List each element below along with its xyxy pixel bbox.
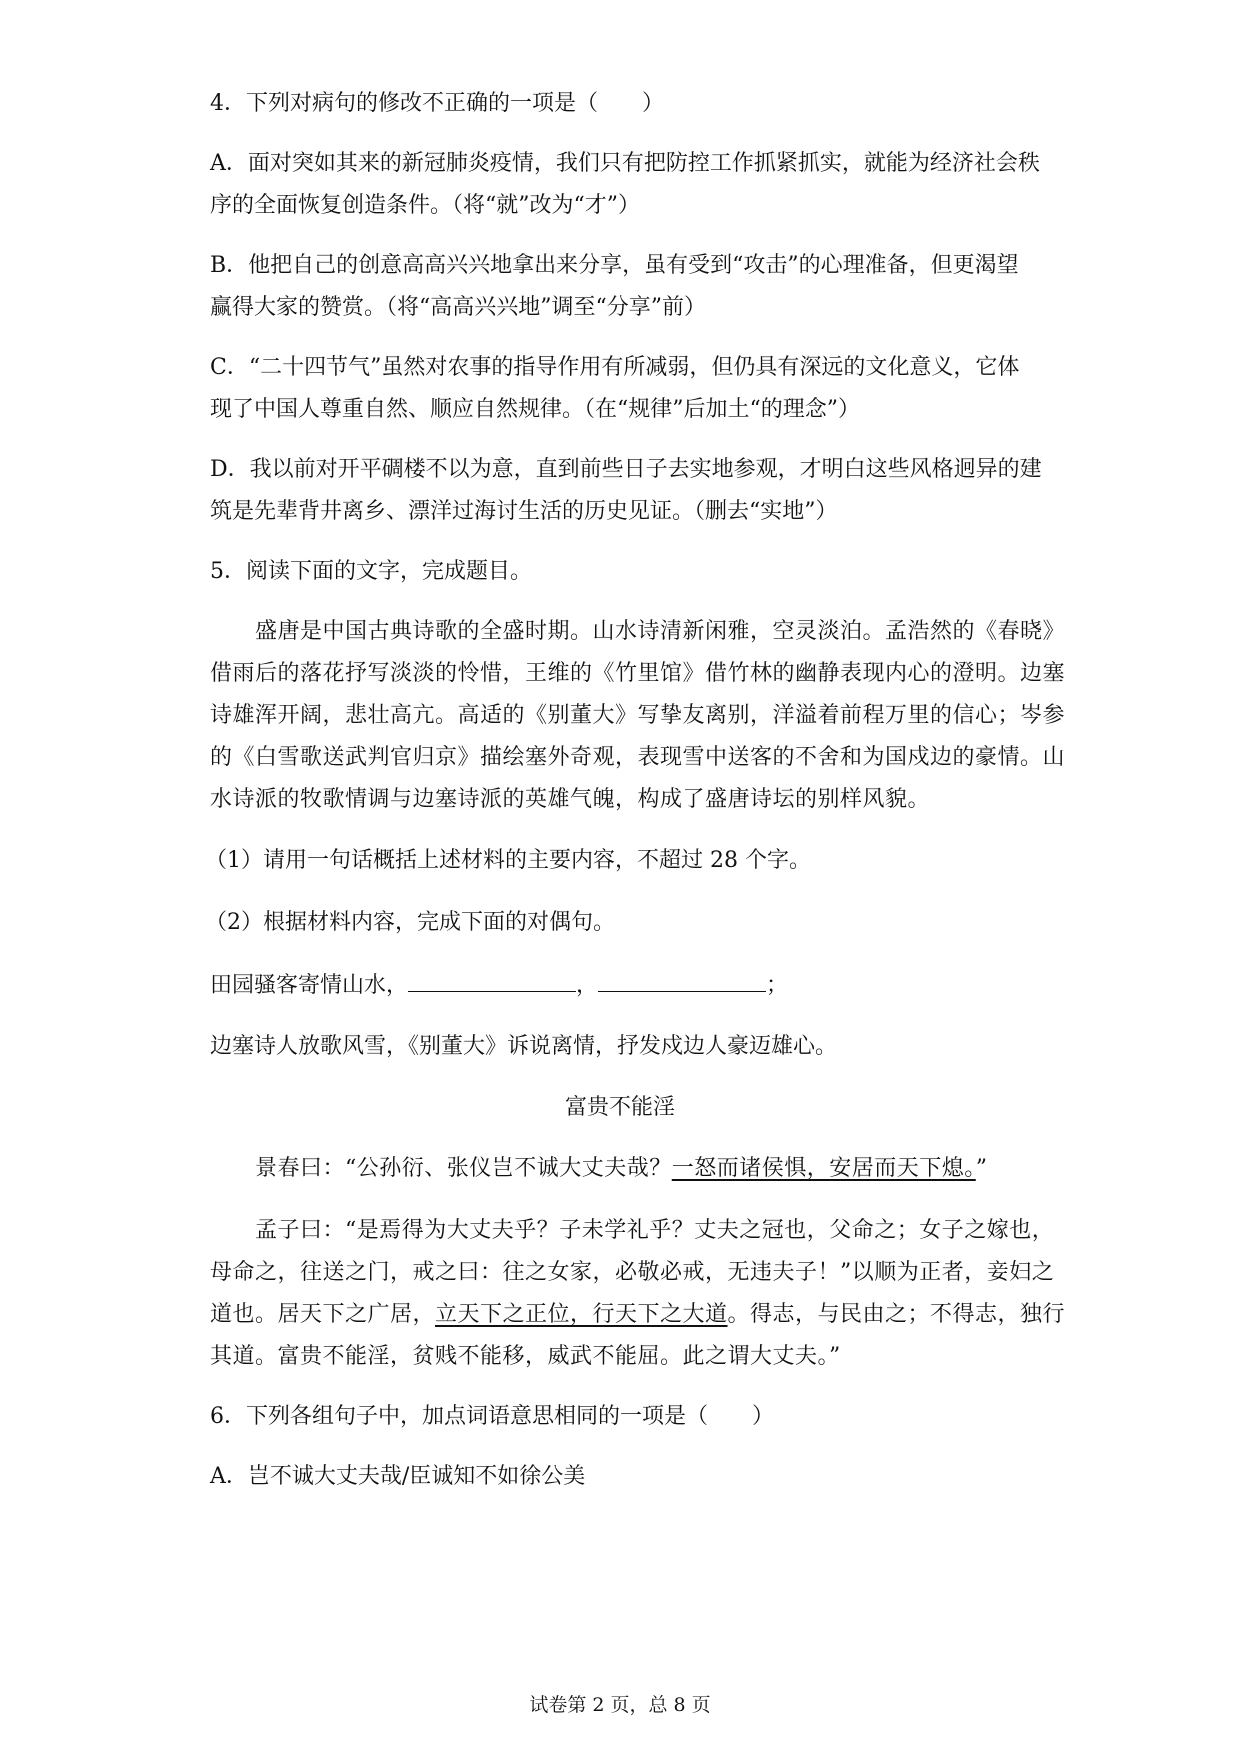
- couplet-comma: ，: [576, 973, 599, 998]
- q5-couplet-line2: 边塞诗人放歌风雪，《别董大》诉说离情，抒发戍边人豪迈雄心。: [210, 1034, 838, 1059]
- q4-option-d-line2: 筑是先辈背井离乡、漂洋过海讨生活的历史见证。（删去“实地”）: [210, 499, 838, 524]
- reading-line1-close: ”: [975, 1156, 988, 1181]
- q6-stem: 6．下列各组句子中，加点词语意思相同的一项是（ ）: [210, 1404, 774, 1429]
- q4-option-d-line1: D．我以前对开平碉楼不以为意，直到前些日子去实地参观，才明白这些风格迥异的建: [210, 457, 1042, 482]
- reading-line2: 孟子曰：“是焉得为大丈夫乎？子未学礼乎？丈夫之冠也，父命之；女子之嫁也，: [255, 1218, 1055, 1243]
- reading-title: 富贵不能淫: [564, 1095, 675, 1120]
- q5-passage-line5: 水诗派的牧歌情调与边塞诗派的英雄气魄，构成了盛唐诗坛的别样风貌。: [210, 787, 931, 812]
- reading-line1-underlined: 一怒而诸侯惧，安居而天下熄。: [671, 1156, 976, 1181]
- q5-passage-line1: 盛唐是中国古典诗歌的全盛时期。山水诗清新闲雅，空灵淡泊。孟浩然的《春晓》: [255, 619, 1066, 644]
- q4-stem: 4．下列对病句的修改不正确的一项是（ ）: [210, 91, 664, 116]
- q4-option-a-line2: 序的全面恢复创造条件。（将“就”改为“才”）: [210, 193, 640, 218]
- q5-couplet-line1: [210, 969, 1080, 1002]
- reading-line4-underlined: 立天下之正位，行天下之大道: [435, 1302, 728, 1327]
- q5-passage-line4: 的《白雪歌送武判官归京》描绘塞外奇观，表现雪中送客的不舍和为国戍边的豪情。山: [210, 745, 1066, 770]
- q4-option-a-line1: A．面对突如其来的新冠肺炎疫情，我们只有把防控工作抓紧抓实，就能为经济社会秩: [210, 151, 1040, 176]
- q5-passage-line2: 借雨后的落花抒写淡淡的怜惜，王维的《竹里馆》借竹林的幽静表现内心的澄明。边塞: [210, 661, 1066, 686]
- couplet-semicolon: ；: [766, 973, 789, 998]
- q5-subquestion-2: （2）根据材料内容，完成下面的对偶句。: [205, 910, 615, 935]
- page-footer: 试卷第 2 页，总 8 页: [529, 1694, 711, 1716]
- reading-line4-start: 道也。居天下之广居，: [210, 1302, 436, 1327]
- reading-line1-text: 景春曰：“公孙衍、张仪岂不诚大丈夫哉？: [255, 1156, 672, 1181]
- answer-blank-2[interactable]: [598, 969, 766, 992]
- reading-line4-end: 。得志，与民由之；不得志，独行: [727, 1302, 1066, 1327]
- q5-stem: 5．阅读下面的文字，完成题目。: [210, 559, 532, 584]
- q6-option-a: A．岂不诚大丈夫哉/臣诚知不如徐公美: [210, 1464, 586, 1489]
- q5-subquestion-1: （1）请用一句话概括上述材料的主要内容，不超过 28 个字。: [205, 848, 811, 873]
- q5-passage-line3: 诗雄浑开阔，悲壮高亢。高适的《别董大》写挚友离别，洋溢着前程万里的信心；岑参: [210, 703, 1066, 728]
- q4-option-c-line2: 现了中国人尊重自然、顺应自然规律。（在“规律”后加土“的理念”）: [210, 397, 860, 422]
- reading-line4: [210, 1299, 1080, 1331]
- answer-blank-1[interactable]: [408, 969, 576, 992]
- reading-line1: [255, 1153, 1080, 1185]
- couplet-start: 田园骚客寄情山水，: [210, 973, 409, 998]
- reading-line5: 其道。富贵不能淫，贫贱不能移，威武不能屈。此之谓大丈夫。”: [210, 1344, 841, 1369]
- q4-option-b-line2: 赢得大家的赞赏。（将“高高兴兴地”调至“分享”前）: [210, 295, 706, 320]
- q4-option-b-line1: B．他把自己的创意高高兴兴地拿出来分享，虽有受到“攻击”的心理准备，但更渴望: [210, 253, 1019, 278]
- q4-option-c-line1: C．“二十四节气”虽然对农事的指导作用有所减弱，但仍具有深远的文化意义，它体: [210, 355, 1020, 380]
- reading-line3: 母命之，往送之门，戒之曰：往之女家，必敬必戒，无违夫子！”以顺为正者，妾妇之: [210, 1260, 1055, 1285]
